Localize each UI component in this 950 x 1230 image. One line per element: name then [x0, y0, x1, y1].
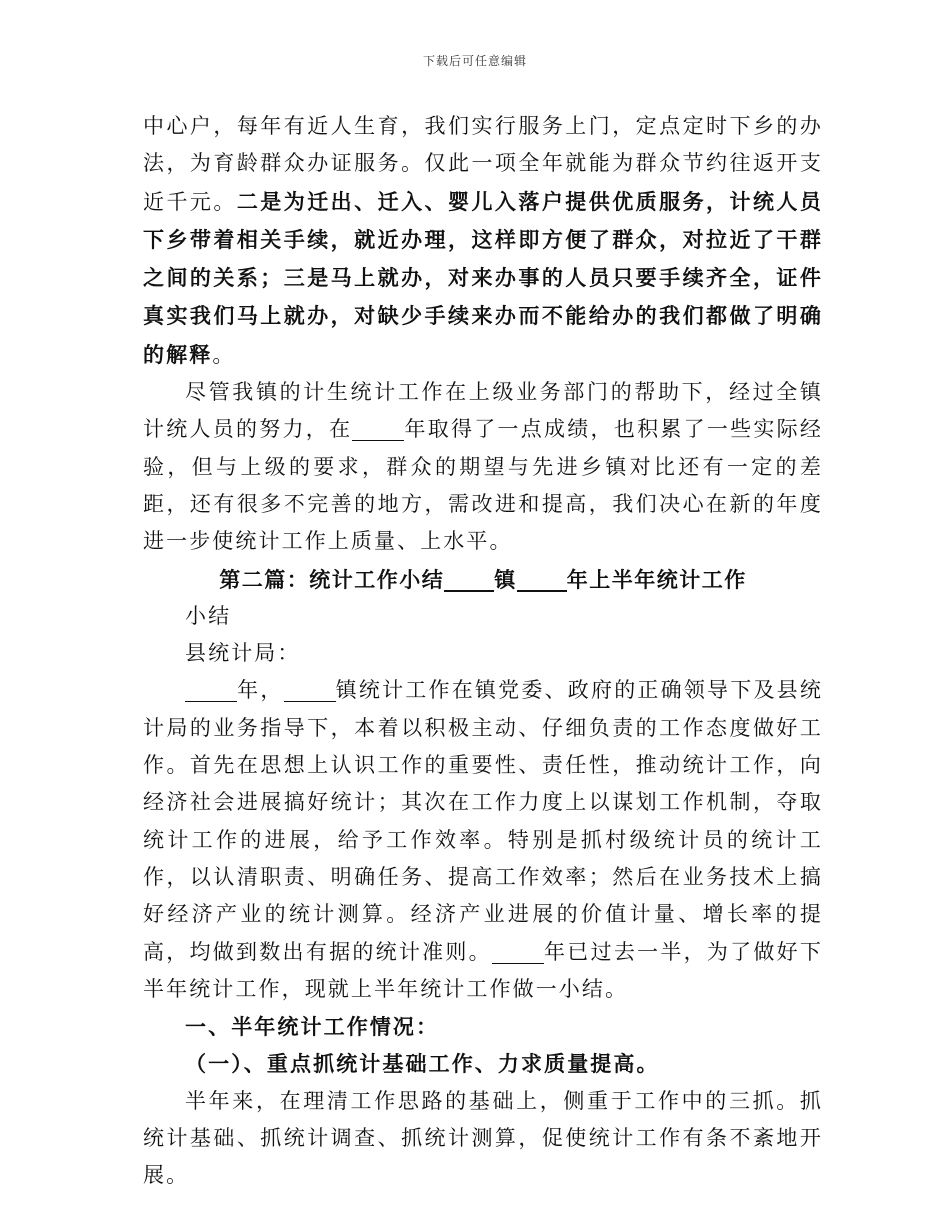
- section-title: [143, 561, 823, 598]
- section-title-part3: 年上半年统计工作: [566, 566, 747, 592]
- paragraph-service-bold: 二是为迁出、迁入、婴儿入落户提供优质服务，计统人员下乡带着相关手续，就近办理，这样即方便了群众，对拉近了干群之间的关系；三是马上就办，对来办事的人员只要手续齐全，证件真实我们马上就办，对缺少手续来办而不能给办的我们都做了明确的解释: [143, 188, 823, 367]
- paragraph-overview-part3: 年已过去一半，为了做好下半年统计工作，现就上半年统计工作做一小结。: [143, 939, 823, 1001]
- paragraph-summary: [143, 374, 823, 560]
- document-body: [143, 108, 823, 1195]
- paragraph-overview-part2: 镇统计工作在镇党委、政府的正确领导下及县统计局的业务指导下，本着以积极主动、仔细负责的工作态度做好工作。首先在思想上认识工作的重要性、责任性，推动统计工作，向经济社会进展搞好统计；其次在工作力度上以谋划工作机制，夺取统计工作的进展，给予工作效率。特别是抓村级统计员的统计工作，以认清职责、明确任务、提高工作效率；然后在业务技术上搞好经济产业的统计测算。经济产业进展的价值计量、增长率的提高，均做到数出有据的统计准则。: [143, 678, 823, 964]
- paragraph-overview: [143, 672, 823, 1008]
- blank-year: [185, 680, 237, 702]
- blank-year: [352, 419, 404, 441]
- blank-town: [284, 680, 336, 702]
- heading-half-year: 一、半年统计工作情况：: [185, 1014, 440, 1040]
- paragraph-service: [143, 108, 823, 374]
- paragraph-summary-part1: 尽管我镇的计生统计工作在上级业务部门的帮助下，经过全镇计统人员的努力，在: [143, 380, 823, 442]
- heading-basic-work: （一）、重点抓统计基础工作、力求质量提高。: [185, 1051, 660, 1077]
- section-title-part1: 第二篇：统计工作小结: [219, 566, 445, 592]
- paragraph-overview-part1: 年，: [237, 678, 284, 703]
- paragraph-xiaojie: 小结: [185, 603, 232, 628]
- section-title-part2: 镇: [494, 566, 517, 592]
- paragraph-service-end: 。: [212, 342, 236, 367]
- blank-year: [517, 569, 567, 592]
- blank-year: [492, 942, 544, 964]
- page-header: 下载后可任意编辑: [422, 54, 527, 68]
- paragraph-addressee: 县统计局：: [185, 641, 301, 666]
- blank-town: [444, 569, 494, 592]
- paragraph-service-text: 中心户，每年有近人生育，我们实行服务上门，定点定时下乡的办法，为育龄群众办证服务。仅此一项全年就能为群众节约往返开支近千元。: [143, 114, 823, 214]
- paragraph-three-focus: 半年来，在理清工作思路的基础上，侧重于工作中的三抓。抓统计基础、抓统计调查、抓统计测算，促使统计工作有条不紊地开展。: [143, 1088, 823, 1188]
- paragraph-summary-part2: 年取得了一点成绩，也积累了一些实际经验，但与上级的要求，群众的期望与先进乡镇对比还有一定的差距，还有很多不完善的地方，需改进和提高，我们决心在新的年度进一步使统计工作上质量、上水平。: [143, 417, 823, 554]
